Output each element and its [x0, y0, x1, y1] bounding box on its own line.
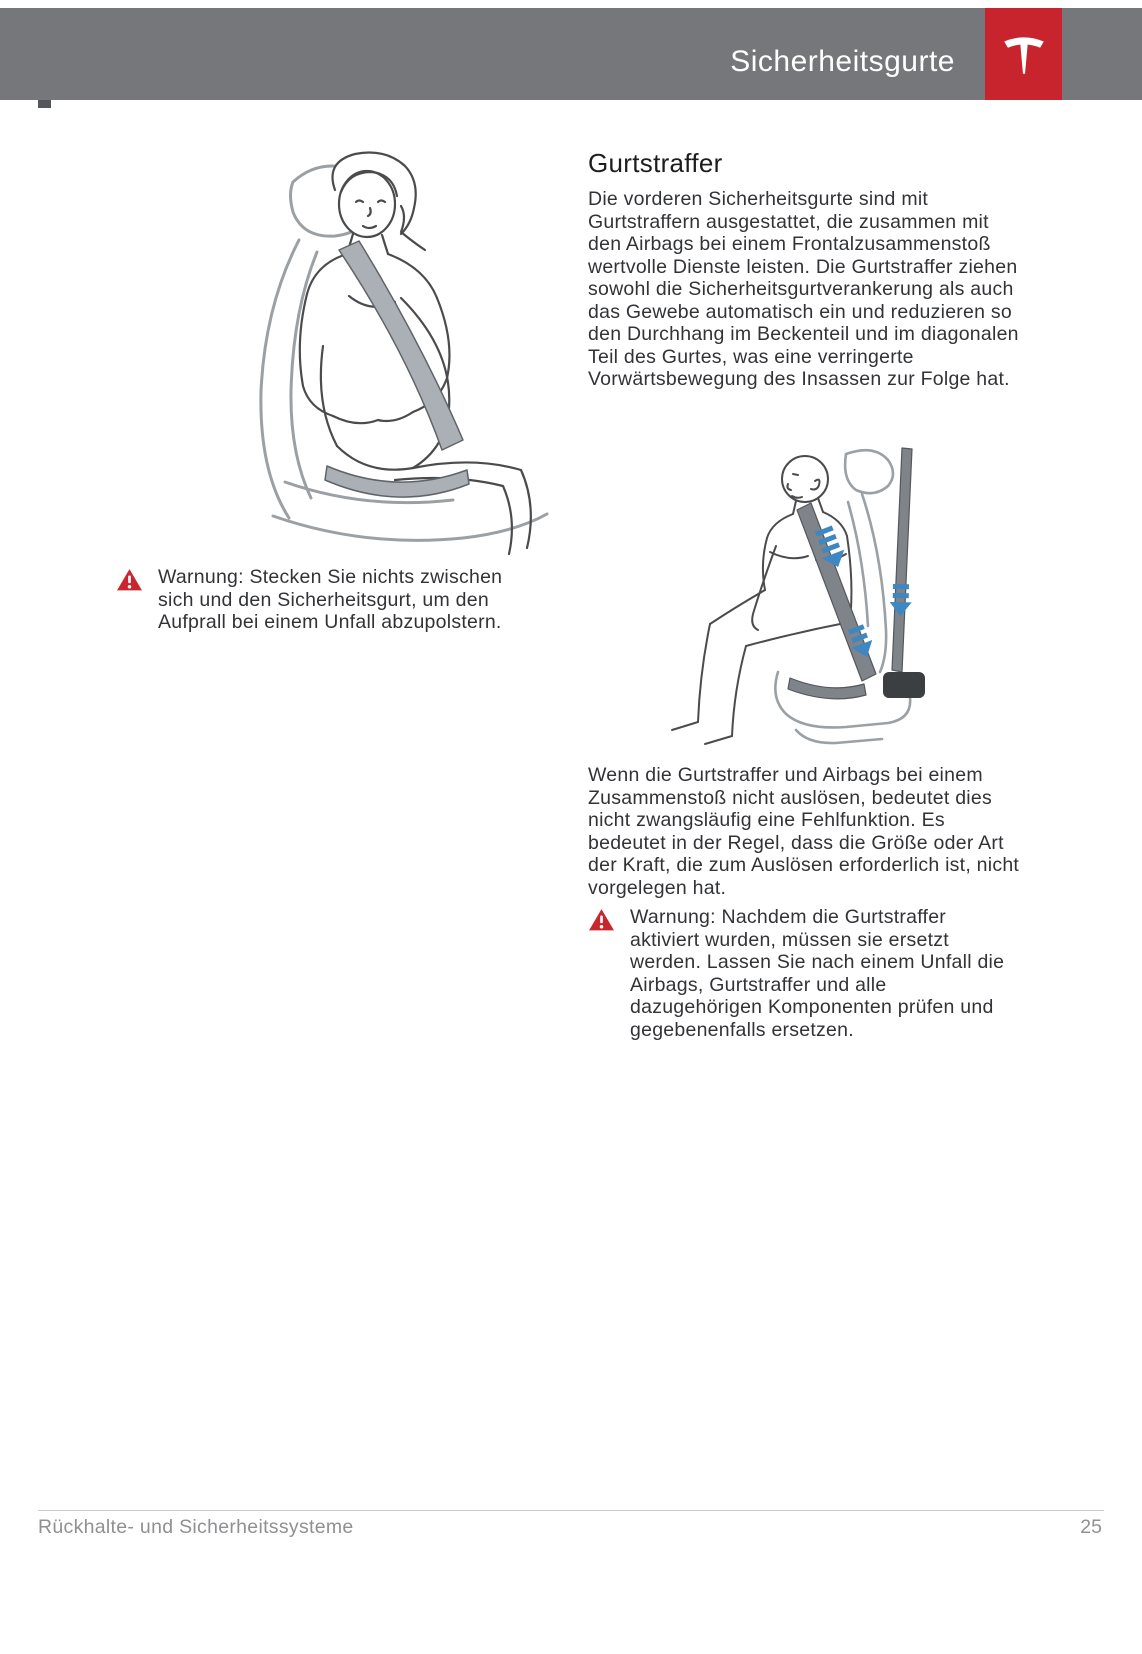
- page-title: Sicherheitsgurte: [730, 45, 955, 78]
- warning-triangle-icon: [588, 908, 615, 932]
- warning-note-right: [588, 906, 1020, 1041]
- footer-section-title: Rückhalte- und Sicherheitssysteme: [38, 1516, 354, 1538]
- warning-text-right: Warnung: Nachdem die Gurtstraffer aktiviert wurden, müssen sie ersetzt werden. Lassen Sie nach einem Unfall die Airbags, Gurtstraffer und alle dazugehörigen Komponenten prüfen und gegebenenfalls ersetzen.: [630, 906, 1005, 1041]
- paragraph-pretensioner-deploy: Wenn die Gurtstraffer und Airbags bei einem Zusammenstoß nicht auslösen, bedeutet dies nicht zwangsläufig eine Fehlfunktion. Es bedeutet in der Regel, dass die Größe oder Art der Kraft, die zum Auslösen erforderlich ist, nicht vorgelegen hat.: [588, 764, 1020, 899]
- page-header: [0, 8, 1142, 100]
- tesla-logo-badge: [985, 8, 1062, 100]
- warning-text-left: Warnung: Stecken Sie nichts zwischen sich und den Sicherheitsgurt, um den Aufprall bei einem Unfall abzupolstern.: [158, 566, 503, 633]
- illustration-pregnant-woman-seatbelt: [215, 146, 555, 561]
- pregnant-woman-seatbelt-drawing: [215, 146, 555, 561]
- header-accent-tab: [38, 100, 51, 108]
- tesla-logo-icon: [998, 25, 1050, 83]
- illustration-pretensioner: [650, 434, 950, 764]
- warning-note-left: [116, 566, 528, 634]
- footer-page-number: 25: [1080, 1516, 1102, 1538]
- warning-triangle-icon: [116, 568, 143, 592]
- footer-divider: [38, 1510, 1104, 1511]
- pretensioner-diagram-drawing: [650, 434, 950, 764]
- section-heading: Gurtstraffer: [588, 148, 723, 178]
- paragraph-pretensioner-intro: Die vorderen Sicherheitsgurte sind mit Gurtstraffern ausgestattet, die zusammen mit den Airbags bei einem Frontalzusammenstoß wertvolle Dienste leisten. Die Gurtstraffer ziehen sowohl die Sicherheitsgurtverankerung als auch das Gewebe automatisch ein und reduzieren so den Durchhang im Beckenteil und im diagonalen Teil des Gurtes, was eine verringerte Vorwärtsbewegung des Insassen zur Folge hat.: [588, 188, 1019, 390]
